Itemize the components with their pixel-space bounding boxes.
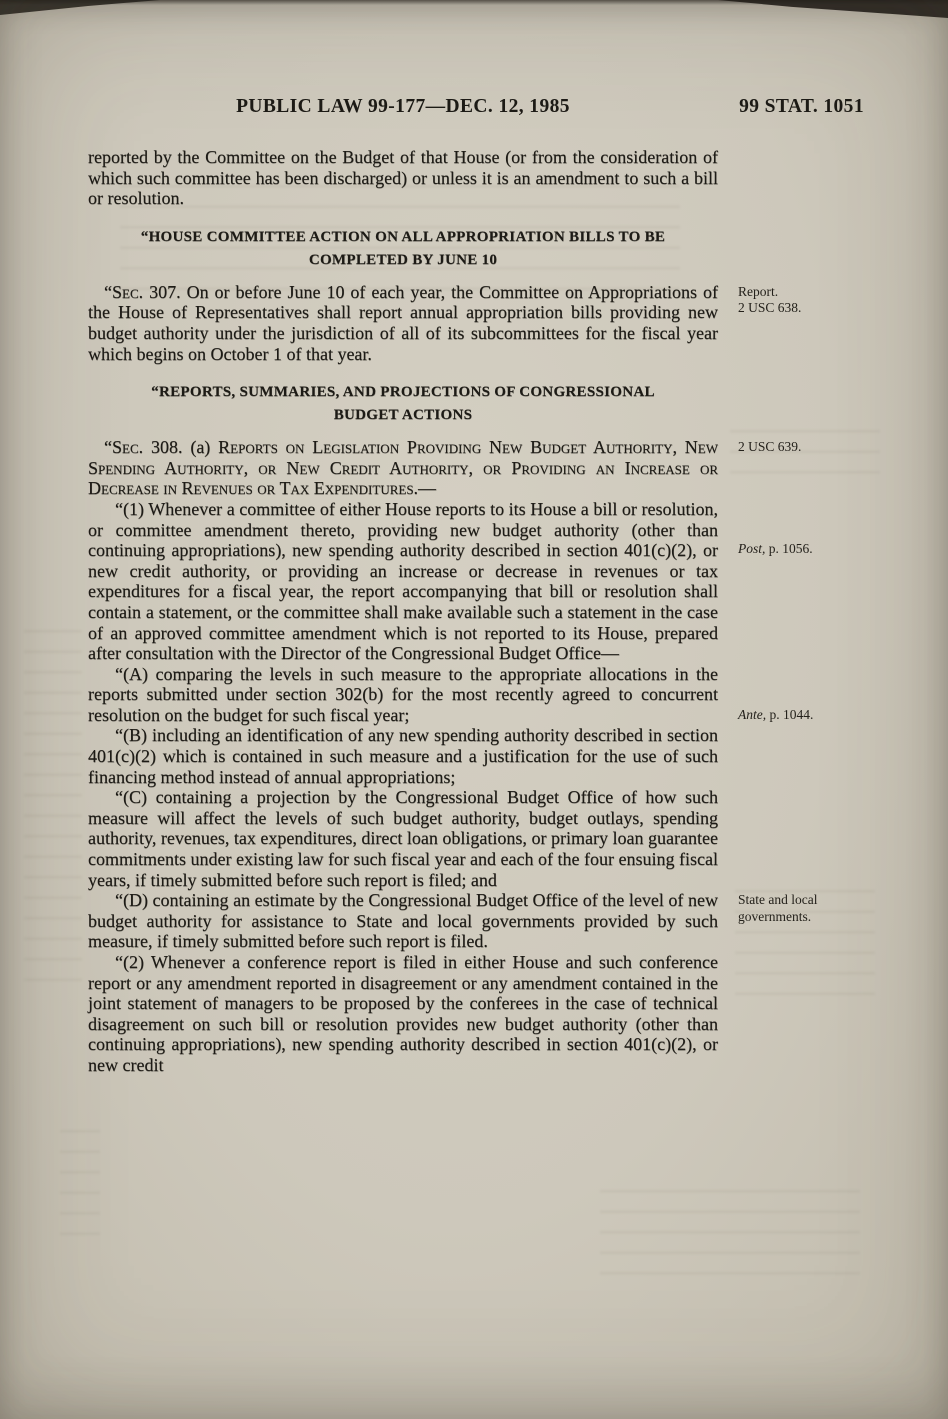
paragraph-d-text: “(D) containing an estimate by the Congressional Budget Office of the level of new budget authority for assistance to State and local governments provided by such measure, if timely submitted before such report is filed. [88, 890, 718, 952]
scan-corner-artifact-right [718, 0, 948, 18]
public-law-title: PUBLIC LAW 99-177—DEC. 12, 1985 [236, 96, 570, 117]
margin-note-report [738, 284, 890, 317]
heading-house-committee-action: “HOUSE COMMITTEE ACTION ON ALL APPROPRIATION BILLS TO BE COMPLETED BY JUNE 10 [140, 228, 666, 268]
citation-rest: p. 1044. [766, 706, 814, 722]
section-307-paragraph [88, 281, 802, 364]
section-308-paragraph [88, 437, 802, 499]
paragraph-d [88, 890, 818, 952]
margin-note-ante-citation [738, 707, 890, 724]
paragraph-continuation: reported by the Committee on the Budget of that House (or from the consideration of which such committee has been discharged) or unless it is an amendment to such a bill or resolution. [88, 147, 718, 209]
running-head [88, 96, 864, 122]
paragraph-a [88, 663, 814, 726]
scan-bleedthrough-artifact [24, 630, 82, 990]
margin-note-line [738, 541, 890, 558]
margin-note-usc-639 [738, 439, 890, 456]
margin-note-post-citation [738, 541, 890, 558]
paragraph-c: “(C) containing a projection by the Congressional Budget Office of how such measure will affect the levels of such budget authority, budget outlays, spending authority, revenues, tax expenditures, direct loan obligations, or primary loan guarantee commitments under existing law for such fiscal year and each of the four ensuing fiscal years, if timely submitted before such report is filed; and [88, 787, 718, 890]
margin-note-line: 2 USC 639. [738, 439, 802, 455]
section-307-text: On or before June 10 of each year, the Committee on Appropriations of the House of Representatives shall report annual appropriation bills providing new budget authority under the jurisdiction of all of its subcommittees for the fiscal year which begins on October 1 of that year. [88, 281, 718, 364]
paragraph-2: “(2) Whenever a conference report is filed in either House and such conference report or any amendment reported in disagreement or any amendment contained in the joint statement of managers to be proposed by the conferees in the case of technical disagreement on such bill or resolution provides new budget authority (other than continuing appropriations), new spending authority described in section 401(c)(2), or new credit [88, 952, 718, 1075]
section-307-label: “Sec. 307. [104, 281, 181, 302]
margin-note-line: governments. [738, 908, 812, 924]
margin-note-line: 2 USC 638. [738, 300, 802, 316]
paragraph-1-text: “(1) Whenever a committee of either House reports to its House a bill or resolution, or committee amendment thereto, providing new budget authority (other than continuing appropriations), new spending authority described in section 401(c)(2), or new credit authority, or providing an increase or decrease in revenues or tax expenditures for a fiscal year, the report accompanying that bill or resolution shall contain a statement, or the committee shall make available such a statement in the case of an approved committee amendment which is not reported to its House, prepared after consultation with the Director of the Congressional Budget Office— [88, 498, 718, 664]
paragraph-b: “(B) including an identification of any new spending authority described in section 401(c)(2) which is contained in such measure and a justification for the use of such financing method instead of annual appropriations; [88, 725, 718, 787]
paragraph-a-text: “(A) comparing the levels in such measure to the appropriate allocations in the reports submitted under section 302(b) for the most recently agreed to concurrent resolution on the budget for such fiscal year; [88, 663, 718, 725]
citation-em: Ante, [738, 706, 767, 722]
section-308-heading-text: Reports on Legislation Providing New Budget Authority, New Spending Authority, or New Credit Authority, or Providing an Increase or Decrease in Revenues or Tax Expenditures.— [88, 437, 719, 499]
statute-page-number: 99 STAT. 1051 [739, 96, 864, 117]
citation-rest: p. 1056. [765, 540, 813, 556]
statute-text-column [88, 147, 818, 1076]
section-308-label: “Sec. 308. [104, 437, 183, 458]
margin-note-line: State and local [738, 892, 818, 908]
margin-note-line: Report. [738, 283, 779, 299]
margin-note-state-local [738, 892, 890, 925]
margin-note-line [738, 707, 890, 724]
paragraph-1 [88, 498, 813, 664]
section-308-subsection: (a) [190, 437, 211, 458]
scan-bleedthrough-artifact [60, 1130, 100, 1240]
citation-em: Post, [738, 540, 766, 556]
scan-bleedthrough-artifact [600, 1190, 860, 1280]
heading-reports-summaries-projections: “REPORTS, SUMMARIES, AND PROJECTIONS OF CONGRESSIONAL BUDGET ACTIONS [151, 384, 655, 424]
